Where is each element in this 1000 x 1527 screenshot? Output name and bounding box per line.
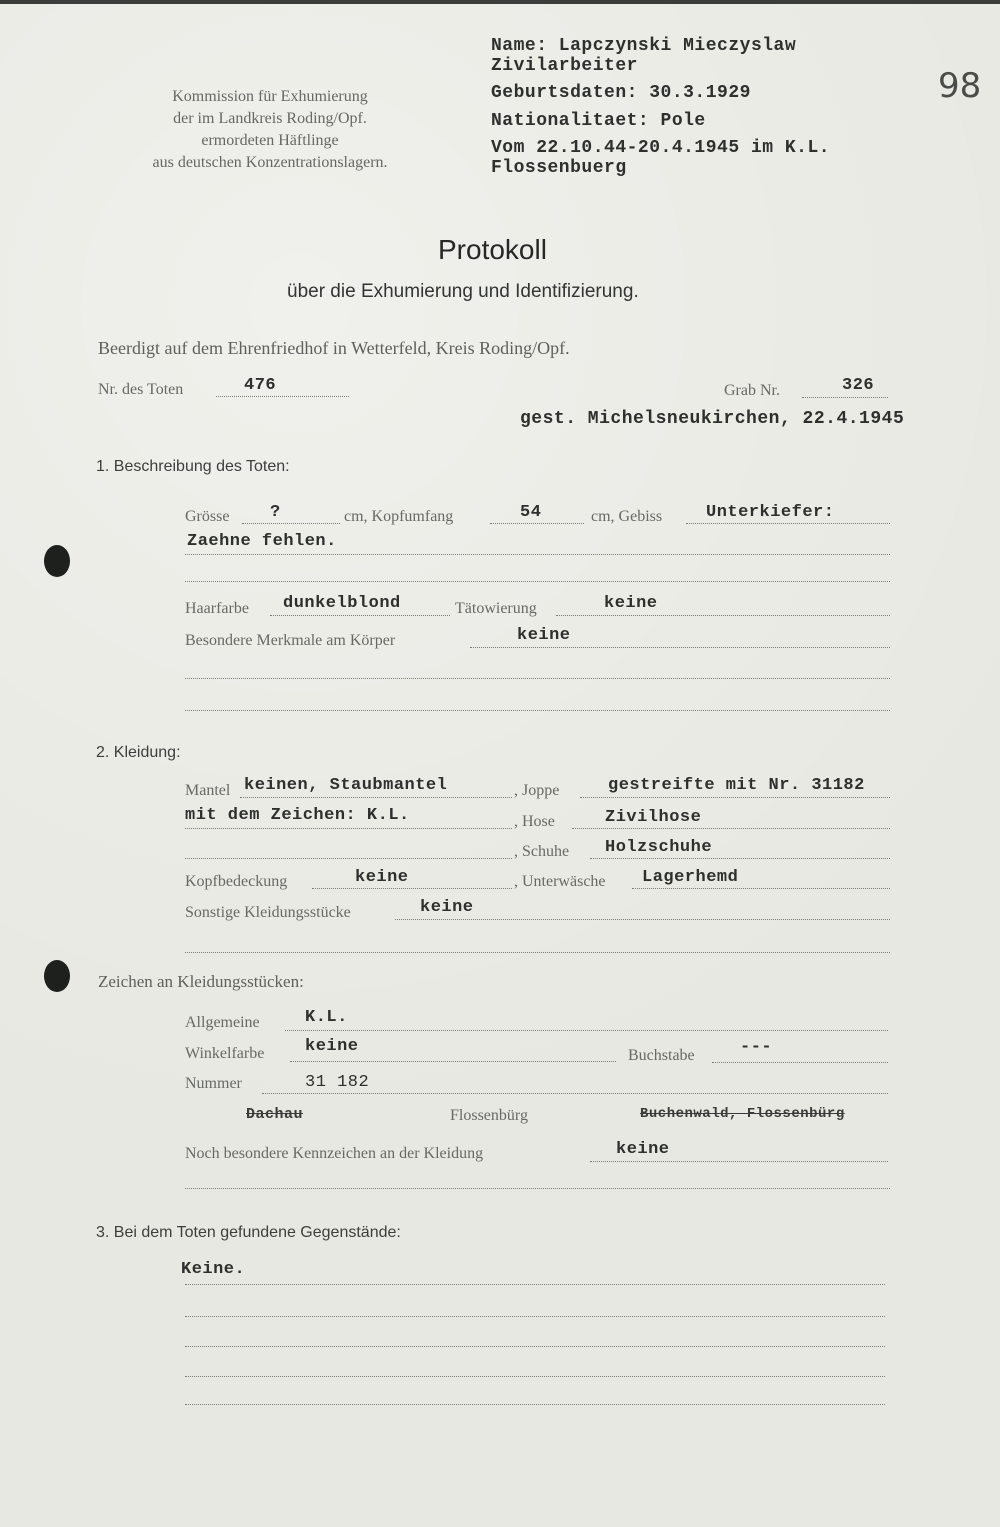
found-items-value: Keine.	[181, 1260, 246, 1279]
jacket-label: , Joppe	[514, 782, 560, 799]
blank-line	[185, 710, 890, 711]
typed-name-line: Name: Lapczynski Mieczyslaw	[491, 36, 797, 56]
commission-line: ermordeten Häftlinge	[201, 132, 339, 149]
typed-birthdate-line: Geburtsdaten: 30.3.1929	[491, 83, 751, 103]
shoes-line	[590, 858, 890, 859]
document-subtitle: über die Exhumierung und Identifizierung.	[287, 281, 639, 302]
letter-value: ---	[740, 1038, 773, 1057]
special-marks-line	[590, 1161, 888, 1162]
teeth-line	[686, 523, 890, 524]
page-number: 98	[938, 66, 982, 106]
camp-name: Flossenbürg	[450, 1107, 528, 1124]
found-items-line	[185, 1284, 885, 1285]
blank-line	[185, 1376, 885, 1377]
special-marks-value: keine	[616, 1140, 670, 1159]
underwear-value: Lagerhemd	[642, 868, 739, 887]
grave-number-value: 326	[842, 376, 875, 395]
size-line	[242, 523, 340, 524]
section3-heading: 3. Bei dem Toten gefundene Gegenstände:	[96, 1224, 401, 1241]
coat-label: Mantel	[185, 782, 231, 799]
teeth-continuation-value: Zaehne fehlen.	[187, 532, 337, 551]
dead-number-value: 476	[244, 376, 277, 395]
typed-camp-line: Flossenbuerg	[491, 157, 627, 178]
blank-line	[185, 678, 890, 679]
teeth-continuation-line	[185, 554, 890, 555]
letter-line	[712, 1062, 888, 1063]
jacket-value: gestreifte mit Nr. 31182	[608, 776, 865, 795]
triangle-color-value: keine	[305, 1037, 359, 1056]
blank-line	[185, 1346, 885, 1347]
teeth-value: Unterkiefer:	[706, 503, 835, 522]
head-circumference-label: cm, Kopfumfang	[344, 508, 454, 525]
scan-top-border	[0, 0, 1000, 4]
other-clothing-label: Sonstige Kleidungsstücke	[185, 904, 351, 921]
section2-heading: 2. Kleidung:	[96, 744, 181, 761]
number-line	[262, 1093, 888, 1094]
general-mark-value: K.L.	[305, 1008, 348, 1027]
headwear-line	[312, 888, 512, 889]
number-value: 31 182	[305, 1073, 370, 1092]
commission-line: aus deutschen Konzentrationslagern.	[152, 154, 388, 171]
head-circumference-value: 54	[520, 503, 542, 522]
section1-heading: 1. Beschreibung des Toten:	[96, 458, 290, 475]
blank-line	[185, 1188, 890, 1189]
tattoo-value: keine	[604, 594, 658, 613]
other-clothing-line	[395, 919, 890, 920]
shoes-label: , Schuhe	[514, 843, 570, 860]
triangle-color-line	[290, 1061, 616, 1062]
hair-color-line	[270, 615, 450, 616]
general-mark-line	[285, 1030, 888, 1031]
struck-camp-left: Dachau	[246, 1106, 304, 1123]
clothing-marks-heading: Zeichen an Kleidungsstücken:	[98, 972, 304, 991]
body-marks-value: keine	[517, 626, 571, 645]
general-mark-label: Allgemeine	[185, 1014, 260, 1031]
jacket-line	[580, 797, 890, 798]
body-marks-label: Besondere Merkmale am Körper	[185, 632, 396, 649]
underwear-line	[632, 888, 890, 889]
hair-color-label: Haarfarbe	[185, 600, 249, 617]
head-circumference-line	[490, 523, 584, 524]
blank-line	[185, 858, 512, 859]
commission-line: der im Landkreis Roding/Opf.	[173, 110, 367, 127]
typed-nationality-line: Nationalitaet: Pole	[491, 110, 706, 131]
trousers-label: , Hose	[514, 813, 555, 830]
number-label: Nummer	[185, 1075, 242, 1092]
blank-line	[185, 952, 890, 953]
letter-label: Buchstabe	[628, 1047, 695, 1064]
size-value: ?	[270, 503, 281, 522]
blank-line	[185, 1404, 885, 1405]
commission-header	[110, 86, 430, 174]
other-clothing-value: keine	[420, 898, 474, 917]
hair-color-value: dunkelblond	[283, 594, 401, 613]
dead-number-line	[216, 396, 349, 397]
teeth-label: cm, Gebiss	[591, 508, 663, 525]
grave-number-line	[802, 397, 888, 398]
commission-line: Kommission für Exhumierung	[172, 88, 368, 105]
death-place-date: gest. Michelsneukirchen, 22.4.1945	[520, 409, 905, 429]
underwear-label: , Unterwäsche	[514, 873, 606, 890]
coat-continuation-value: mit dem Zeichen: K.L.	[185, 806, 410, 825]
coat-value: keinen, Staubmantel	[244, 776, 448, 795]
tattoo-label: Tätowierung	[455, 600, 537, 617]
triangle-color-label: Winkelfarbe	[185, 1045, 265, 1062]
headwear-label: Kopfbedeckung	[185, 873, 288, 890]
blank-line	[185, 581, 890, 582]
punch-hole	[44, 960, 70, 992]
coat-continuation-line	[185, 828, 512, 829]
typed-period-line: Vom 22.10.44-20.4.1945 im K.L.	[491, 138, 831, 158]
blank-line	[185, 1316, 885, 1317]
typed-occupation-line: Zivilarbeiter	[491, 55, 638, 76]
special-marks-label: Noch besondere Kennzeichen an der Kleidung	[185, 1145, 484, 1162]
tattoo-line	[556, 615, 890, 616]
punch-hole	[44, 545, 70, 577]
body-marks-line	[470, 647, 890, 648]
trousers-value: Zivilhose	[605, 808, 702, 827]
shoes-value: Holzschuhe	[605, 838, 713, 857]
grave-number-label: Grab Nr.	[724, 382, 780, 399]
document-title: Protokoll	[438, 234, 547, 265]
size-label: Grösse	[185, 508, 230, 525]
burial-line: Beerdigt auf dem Ehrenfriedhof in Wetterfeld, Kreis Roding/Opf.	[98, 338, 570, 358]
typed-person-header	[491, 33, 830, 182]
trousers-line	[572, 828, 890, 829]
coat-line	[240, 797, 512, 798]
headwear-value: keine	[355, 868, 409, 887]
dead-number-label: Nr. des Toten	[98, 381, 184, 398]
struck-camp-right: Buchenwald, Flossenbürg	[640, 1106, 845, 1122]
